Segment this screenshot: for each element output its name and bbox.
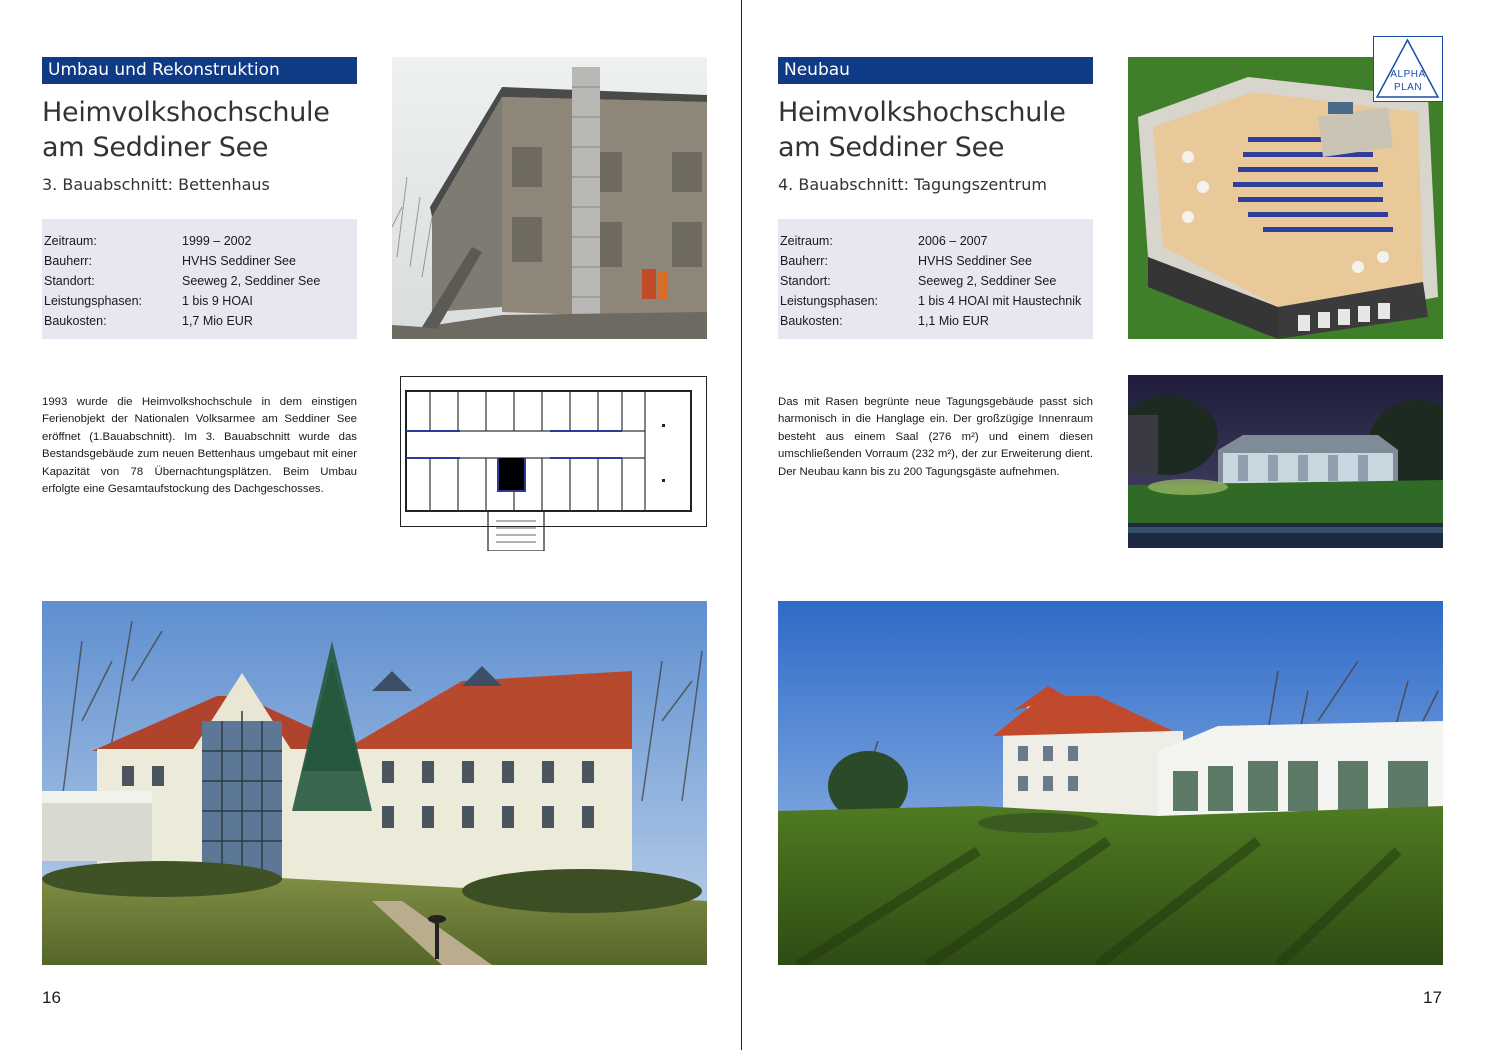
fact-value: 1,1 Mio EUR (918, 314, 989, 328)
fact-row (44, 291, 357, 311)
description-left: 1993 wurde die Heimvolkshochschule in dem einstigen Ferienobjekt der Nationalen Volksarmee am Seddiner See eröffnet (1.Bauabschnitt). Im 3. Bauabschnitt wurde das Bestandsgebäude zum neuen Bettenhaus umgebaut mit einer Kapazität von 78 Übernachtungsplätzen. Beim Umbau erfolgte eine Gesamtaufstockung des Dachgeschosses. (42, 396, 357, 496)
title-line-2: am Seddiner See (778, 132, 1005, 163)
description-right: Das mit Rasen begrünte neue Tagungsgebäude passt sich harmonisch in die Hanglage ein. Der großzügige Innenraum besteht aus einem Saal (276 m²) und einem diesen umschließenden Vorraum (232 m²), der zur Erweiterung dient. Der Neubau kann bis zu 200 Tagungsgäste aufnehmen. (778, 396, 1093, 478)
category-bar-left: Umbau und Rekonstruktion (42, 57, 357, 84)
logo-line-2: PLAN (1393, 82, 1423, 93)
fact-row (780, 271, 1093, 291)
fact-value: 1 bis 4 HOAI mit Haustechnik (918, 294, 1082, 308)
fact-label: Leistungsphasen: (780, 294, 878, 308)
fact-row (780, 311, 1093, 331)
fact-row (44, 251, 357, 271)
fact-row (780, 231, 1093, 251)
fact-value: Seeweg 2, Seddiner See (918, 274, 1057, 288)
fact-value: 1999 – 2002 (182, 234, 252, 248)
logo-line-1: ALPHA (1390, 69, 1426, 80)
category-bar-right: Neubau (778, 57, 1093, 84)
fact-label: Standort: (780, 274, 831, 288)
fact-row (44, 271, 357, 291)
fact-label: Zeitraum: (44, 234, 97, 248)
facts-box-right (778, 219, 1093, 339)
fact-label: Bauherr: (780, 254, 828, 268)
fact-value: 1 bis 9 HOAI (182, 294, 253, 308)
title-line-2: am Seddiner See (42, 132, 269, 163)
page-spine (741, 0, 742, 1050)
fact-label: Baukosten: (44, 314, 107, 328)
project-subtitle-right: 4. Bauabschnitt: Tagungszentrum (778, 175, 1047, 194)
title-line-1: Heimvolkshochschule (42, 97, 330, 128)
fact-value: 2006 – 2007 (918, 234, 988, 248)
fact-value: Seeweg 2, Seddiner See (182, 274, 321, 288)
fact-label: Leistungsphasen: (44, 294, 142, 308)
fact-label: Zeitraum: (780, 234, 833, 248)
alpha-plan-logo (1373, 36, 1443, 102)
rendering-tagungszentrum-night (1128, 375, 1443, 548)
project-title-left (42, 95, 330, 165)
project-title-right (778, 95, 1066, 165)
page-number-left: 16 (42, 988, 61, 1007)
project-subtitle-left: 3. Bauabschnitt: Bettenhaus (42, 175, 270, 194)
fact-value: HVHS Seddiner See (182, 254, 296, 268)
floor-plan-bettenhaus (400, 376, 707, 551)
title-line-1: Heimvolkshochschule (778, 97, 1066, 128)
page-number-right: 17 (1423, 988, 1442, 1007)
fact-row (44, 231, 357, 251)
photo-bettenhaus-renovation (392, 57, 707, 339)
fact-value: 1,7 Mio EUR (182, 314, 253, 328)
fact-row (44, 311, 357, 331)
fact-row (780, 251, 1093, 271)
facts-box-left (42, 219, 357, 339)
fact-label: Baukosten: (780, 314, 843, 328)
fact-value: HVHS Seddiner See (918, 254, 1032, 268)
photo-tagungszentrum-exterior (778, 601, 1443, 965)
fact-label: Bauherr: (44, 254, 92, 268)
fact-row (780, 291, 1093, 311)
fact-label: Standort: (44, 274, 95, 288)
photo-heimvolkshochschule-exterior (42, 601, 707, 965)
